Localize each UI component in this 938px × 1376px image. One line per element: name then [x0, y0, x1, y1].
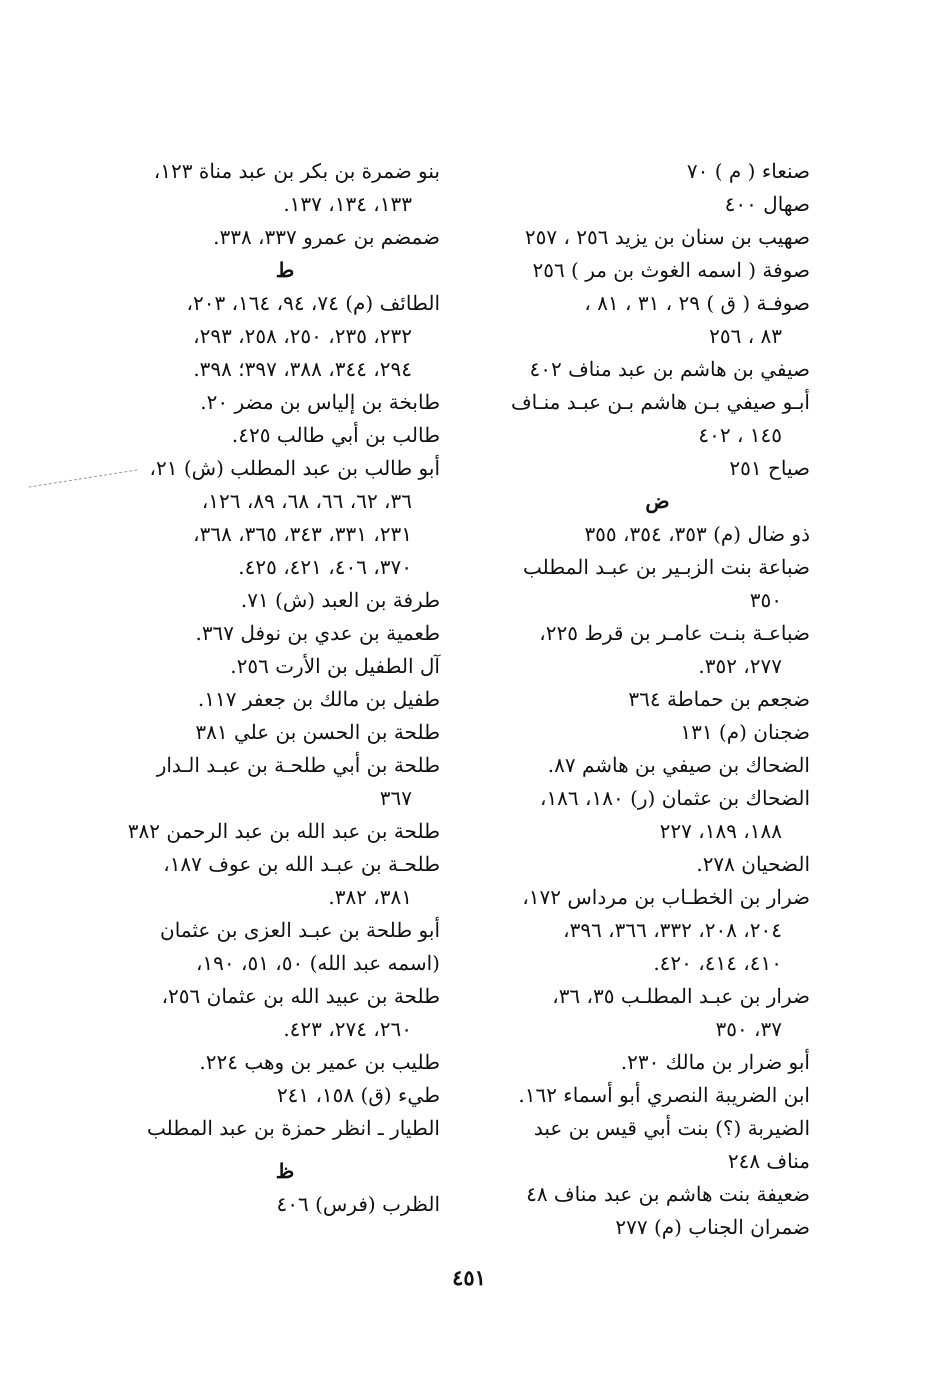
index-entry-line: (اسمه عبد الله) ٥٠، ٥١، ١٩٠،	[195, 951, 440, 975]
index-entry-line: الظرب (فرس) ٤٠٦	[276, 1192, 440, 1216]
index-entry-continuation: ٣٧٠، ٤٠٦، ٤٢١، ٤٢٥.	[238, 555, 412, 579]
index-entry-line: الضحيان ٢٧٨.	[696, 852, 810, 876]
index-entry-line: أبو طلحة بن عبـد العزى بن عثمان	[160, 918, 440, 942]
index-entry-line: ضعيفة بنت هاشم بن عبد مناف ٤٨	[526, 1182, 810, 1206]
index-entry-line: ضرار بن عبـد المطلـب ٣٥، ٣٦،	[552, 984, 810, 1008]
page-number: ٤٥١	[452, 1265, 486, 1290]
index-entry-continuation: ٢٣٢، ٢٣٥، ٢٥٠، ٢٥٨، ٢٩٣،	[193, 324, 412, 348]
index-entry-line: ضرار بن الخطـاب بن مرداس ١٧٢،	[522, 885, 810, 909]
index-entry-line: صهيب بن سنان بن يزيد ٢٥٦ ، ٢٥٧	[524, 225, 810, 249]
index-entry-line: صنعاء ( م ) ٧٠	[686, 159, 810, 183]
index-entry-line: ضباعـة بنـت عامـر بن قرط ٢٢٥،	[539, 621, 810, 645]
index-entry-line: طابخة بن إلياس بن مضر ٢٠.	[200, 390, 440, 414]
section-letter-heading: ض	[645, 489, 670, 513]
index-column-left	[127, 155, 440, 1221]
index-entry-line: طيء (ق) ١٥٨، ٢٤١	[276, 1083, 440, 1107]
index-entry-continuation: ٣٨١، ٣٨٢.	[328, 885, 412, 909]
index-entry-line: طعمية بن عدي بن نوفل ٣٦٧.	[195, 621, 440, 645]
index-entry-line: ضجنان (م) ١٣١	[680, 720, 810, 744]
index-entry-line: الضحاك بن صيفي بن هاشم ٨٧.	[547, 753, 810, 777]
index-entry-line: آل الطفيل بن الأرت ٢٥٦.	[230, 654, 440, 678]
index-entry-line: طليب بن عمير بن وهب ٢٢٤.	[199, 1050, 440, 1074]
index-entry-continuation: ٢٧٧، ٣٥٢.	[698, 654, 782, 678]
index-entry-line: طلحة بن عبد الله بن عبد الرحمن ٣٨٢	[127, 819, 440, 843]
index-entry-line: مناف ٢٤٨	[727, 1149, 810, 1173]
index-entry-continuation: ٣٧، ٣٥٠	[715, 1017, 782, 1041]
index-entry-line: أبـو صيفي بـن هاشم بـن عبـد منـاف	[510, 390, 810, 414]
index-entry-continuation: ٤١٠، ٤١٤، ٤٢٠.	[653, 951, 782, 975]
index-entry-line: ضمران الجناب (م) ٢٧٧	[615, 1215, 810, 1239]
index-entry-line: الطيار ـ انظر حمزة بن عبد المطلب	[147, 1116, 440, 1140]
index-entry-continuation: ١٣٣، ١٣٤، ١٣٧.	[283, 192, 412, 216]
index-entry-continuation: ٣٥٠	[749, 588, 782, 612]
section-letter-heading: ط	[275, 258, 295, 282]
index-entry-line: طلحـة بن عبـد الله بن عوف ١٨٧،	[163, 852, 440, 876]
index-entry-line: صيفي بن هاشم بن عبد مناف ٤٠٢	[529, 357, 810, 381]
index-entry-line: صياح ٢٥١	[729, 456, 810, 480]
index-entry-continuation: ١٤٥ ، ٤٠٢	[698, 423, 782, 447]
index-entry-continuation: ٢٩٤، ٣٤٤، ٣٨٨، ٣٩٧؛ ٣٩٨.	[193, 357, 412, 381]
index-entry-line: صوفة ( اسمه الغوث بن مر ) ٢٥٦	[532, 258, 810, 282]
index-entry-line: طلحة بن أبي طلحـة بن عبـد الـدار	[156, 753, 440, 777]
section-gap	[130, 1145, 440, 1155]
index-entry-line: أبو طالب بن عبد المطلب (ش) ٢١،	[149, 456, 440, 480]
index-entry-line: ضجعم بن حماطة ٣٦٤	[628, 687, 810, 711]
index-entry-line: ضمضم بن عمرو ٣٣٧، ٣٣٨.	[213, 225, 440, 249]
index-entry-line: ذو ضال (م) ٣٥٣، ٣٥٤، ٣٥٥	[584, 522, 810, 546]
section-letter-heading: ظ	[275, 1159, 295, 1183]
index-entry-line: أبو ضرار بن مالك ٢٣٠.	[620, 1050, 810, 1074]
index-entry-line: طرفة بن العبد (ش) ٧١.	[240, 588, 440, 612]
index-entry-continuation: ٢٣١، ٣٣١، ٣٤٣، ٣٦٥، ٣٦٨،	[193, 522, 412, 546]
index-entry-line: طلحة بن عبيد الله بن عثمان ٢٥٦،	[161, 984, 440, 1008]
scan-mark-line	[29, 469, 138, 488]
index-entry-line: ابن الضريبة النصري أبو أسماء ١٦٢.	[518, 1083, 810, 1107]
index-entry-continuation: ٣٦٧	[379, 786, 412, 810]
index-entry-line: الضيربة (؟) بنت أبي قيس بن عبد	[533, 1116, 810, 1140]
index-entry-line: طلحة بن الحسن بن علي ٣٨١	[195, 720, 440, 744]
index-entry-line: الطائف (م) ٧٤، ٩٤، ١٦٤، ٢٠٣،	[186, 291, 440, 315]
index-entry-continuation: ١٨٨، ١٨٩، ٢٢٧	[659, 819, 782, 843]
index-entry-continuation: ٨٣ ، ٢٥٦	[709, 324, 782, 348]
index-entry-line: طالب بن أبي طالب ٤٢٥.	[231, 423, 440, 447]
index-entry-line: ضباعة بنت الزبـير بن عبـد المطلب	[523, 555, 810, 579]
index-entry-line: الضحاك بن عثمان (ر) ١٨٠، ١٨٦،	[539, 786, 810, 810]
index-entry-line: طفيل بن مالك بن جعفر ١١٧.	[197, 687, 440, 711]
index-entry-line: صهال ٤٠٠	[724, 192, 810, 216]
index-entry-continuation: ٢٦٠، ٢٧٤، ٤٢٣.	[283, 1017, 412, 1041]
index-entry-line: بنو ضمرة بن بكر بن عبد مناة ١٢٣،	[153, 159, 440, 183]
index-entry-line: صوفـة ( ق ) ٢٩ ، ٣١ ، ٨١ ،	[584, 291, 810, 315]
index-column-right	[505, 155, 810, 1244]
index-entry-continuation: ٣٦، ٦٢، ٦٦، ٦٨، ٨٩، ١٢٦،	[201, 489, 412, 513]
index-entry-continuation: ٢٠٤، ٢٠٨، ٣٣٢، ٣٦٦، ٣٩٦،	[563, 918, 782, 942]
